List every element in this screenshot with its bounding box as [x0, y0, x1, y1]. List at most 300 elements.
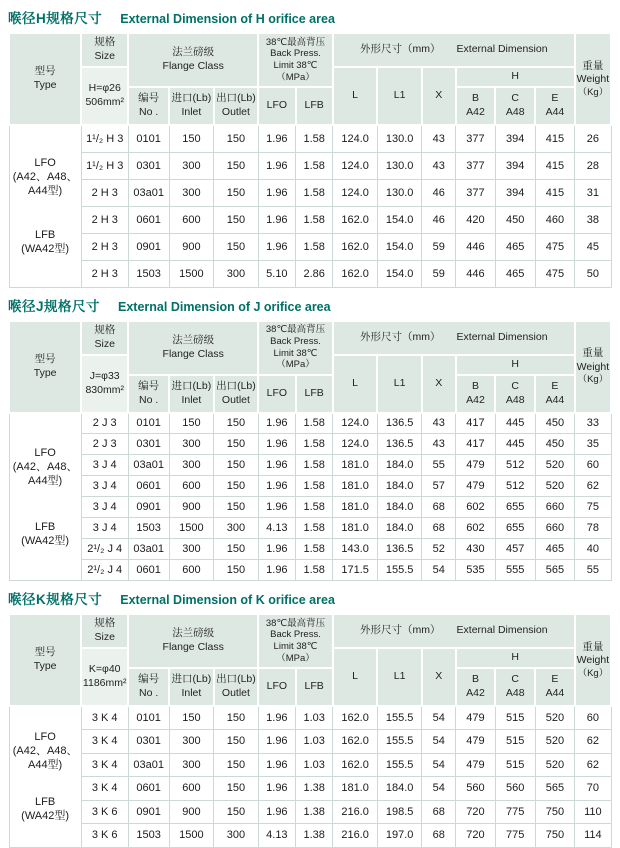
- data-cell: 300: [169, 434, 214, 455]
- table-title-english: External Dimension of K orifice area: [120, 593, 335, 607]
- col-header-e-a44-label: E: [551, 379, 559, 392]
- data-cell: 3 K 4: [81, 706, 128, 730]
- col-header-b-a42: [456, 375, 496, 413]
- data-cell: 150: [214, 206, 259, 233]
- data-cell: 560: [456, 777, 496, 801]
- data-cell: 0901: [128, 800, 169, 824]
- data-cell: 2 H 3: [81, 233, 128, 260]
- data-cell: 03a01: [128, 539, 169, 560]
- col-header-flange-class-label: Flange Class: [162, 347, 224, 360]
- type-group-line: A44型): [27, 759, 63, 772]
- col-header-c-a48-label: C: [511, 673, 519, 686]
- data-cell: 1.96: [258, 434, 295, 455]
- col-header-type-label: 型号: [34, 352, 56, 365]
- table-row: [9, 824, 611, 848]
- data-cell: 184.0: [377, 455, 422, 476]
- data-cell: 415: [535, 125, 575, 152]
- col-header-b-a42-label: A42: [466, 687, 485, 699]
- col-header-size-label: Size: [94, 631, 115, 643]
- col-header-inlet: [169, 87, 214, 125]
- col-header-back-pressure-label: （MPa）: [276, 359, 315, 371]
- data-cell: 750: [535, 824, 575, 848]
- table-section: [8, 295, 612, 582]
- col-header-h: [456, 648, 575, 668]
- col-header-lfo-label: LFO: [266, 386, 288, 399]
- data-cell: 415: [535, 179, 575, 206]
- col-header-back-pressure: [258, 321, 333, 375]
- data-cell: 184.0: [377, 777, 422, 801]
- data-cell: 775: [495, 824, 535, 848]
- col-header-c-a48-label: A48: [505, 393, 525, 406]
- data-cell: 3 K 4: [81, 730, 128, 754]
- col-header-size: [81, 33, 128, 67]
- col-header-x: [422, 67, 456, 125]
- data-cell: 216.0: [333, 824, 378, 848]
- data-cell: 68: [422, 824, 456, 848]
- data-cell: 184.0: [377, 518, 422, 539]
- data-cell: 0101: [128, 125, 169, 152]
- data-cell: 43: [422, 413, 456, 434]
- col-header-e-a44-label: A44: [545, 106, 565, 118]
- col-header-b-a42: [456, 87, 496, 125]
- col-header-outlet: [214, 87, 259, 125]
- table-row: [9, 497, 611, 518]
- data-cell: 535: [456, 560, 496, 581]
- data-cell: 184.0: [377, 476, 422, 497]
- data-cell: 1¹/₂ H 3: [81, 125, 128, 152]
- table-section: [8, 7, 612, 288]
- data-cell: 450: [495, 206, 535, 233]
- col-header-l-label: L: [352, 376, 359, 389]
- data-cell: 130.0: [377, 125, 422, 152]
- data-cell: 62: [575, 730, 611, 754]
- spec-table: [8, 320, 612, 582]
- data-cell: 1500: [169, 260, 214, 287]
- data-cell: 300: [169, 753, 214, 777]
- col-header-external-dimension: [333, 321, 575, 355]
- data-cell: 50: [575, 260, 611, 287]
- header-row-1: [9, 614, 611, 648]
- data-cell: 377: [456, 179, 496, 206]
- data-cell: 43: [422, 125, 456, 152]
- type-group-label: [21, 520, 69, 548]
- data-cell: 150: [214, 434, 259, 455]
- col-header-inlet-label: Inlet: [181, 393, 202, 406]
- col-header-no: [128, 375, 169, 413]
- table-row: [9, 800, 611, 824]
- col-header-l1-label: L1: [393, 89, 406, 102]
- external-dimension-row: [334, 331, 574, 345]
- data-cell: 900: [169, 233, 214, 260]
- data-cell: 2 H 3: [81, 179, 128, 206]
- col-header-type: [9, 321, 81, 413]
- data-cell: 0301: [128, 434, 169, 455]
- col-header-outlet-label: Outlet: [221, 393, 250, 406]
- data-cell: 900: [169, 497, 214, 518]
- col-header-back-pressure: [258, 614, 333, 668]
- col-header-type: [9, 33, 81, 125]
- data-cell: 1.96: [258, 476, 295, 497]
- col-header-lfb: [296, 375, 333, 413]
- col-header-e-a44-label: A44: [545, 687, 565, 699]
- col-header-no: [128, 668, 169, 706]
- data-cell: 70: [575, 777, 611, 801]
- data-cell: 1.58: [296, 497, 333, 518]
- data-cell: 150: [214, 560, 259, 581]
- data-cell: 300: [169, 730, 214, 754]
- data-cell: 1.58: [296, 476, 333, 497]
- col-header-size-label: Size: [94, 50, 115, 62]
- data-cell: 446: [456, 233, 496, 260]
- type-group-wrap: [10, 126, 81, 286]
- type-group-label: [13, 156, 78, 198]
- col-header-b-a42-label: A42: [466, 106, 485, 118]
- data-cell: 45: [575, 233, 611, 260]
- data-cell: 150: [214, 152, 259, 179]
- col-header-x: [422, 355, 456, 413]
- type-group-cell: [9, 125, 81, 287]
- col-header-weight-label: 重量: [582, 59, 604, 72]
- col-header-type: [9, 614, 81, 706]
- table-title-chinese: 喉径H规格尺寸: [8, 11, 103, 26]
- col-header-size-label: Size: [94, 337, 115, 350]
- data-cell: 394: [495, 179, 535, 206]
- data-cell: 1500: [169, 518, 214, 539]
- col-header-l-label: L: [352, 670, 359, 683]
- data-cell: 162.0: [333, 753, 378, 777]
- data-cell: 1¹/₂ H 3: [81, 152, 128, 179]
- data-cell: 1.03: [296, 753, 333, 777]
- data-cell: 162.0: [333, 730, 378, 754]
- data-cell: 55: [422, 455, 456, 476]
- data-cell: 1.38: [296, 777, 333, 801]
- col-header-weight-label: （Kg）: [577, 667, 609, 679]
- data-cell: 3 J 4: [81, 476, 128, 497]
- data-cell: 162.0: [333, 260, 378, 287]
- data-cell: 515: [495, 753, 535, 777]
- col-header-c-a48: [495, 87, 535, 125]
- data-cell: 124.0: [333, 413, 378, 434]
- data-cell: 300: [169, 152, 214, 179]
- data-cell: 1.58: [296, 206, 333, 233]
- col-header-l1-label: L1: [393, 376, 406, 389]
- type-group-line: (A42、A48、: [12, 745, 78, 758]
- data-cell: 1503: [128, 824, 169, 848]
- table-body: [9, 413, 611, 581]
- size-spec-cell: [81, 648, 128, 706]
- data-cell: 417: [456, 413, 496, 434]
- data-cell: 1.58: [296, 413, 333, 434]
- col-header-no-label: No .: [139, 393, 159, 406]
- data-cell: 68: [422, 800, 456, 824]
- data-cell: 2.86: [296, 260, 333, 287]
- header-row-1: [9, 33, 611, 67]
- data-cell: 124.0: [333, 434, 378, 455]
- data-cell: 54: [422, 706, 456, 730]
- data-cell: 55: [575, 560, 611, 581]
- col-header-e-a44: [535, 87, 575, 125]
- data-cell: 155.5: [377, 706, 422, 730]
- col-header-e-a44-label: A44: [545, 393, 565, 406]
- type-group-label: [21, 228, 69, 256]
- external-dimension-english: External Dimension: [456, 330, 548, 343]
- data-cell: 3 J 4: [81, 497, 128, 518]
- type-group-cell: [9, 413, 81, 581]
- col-header-h-label: H: [511, 357, 519, 370]
- data-cell: 162.0: [333, 233, 378, 260]
- data-cell: 124.0: [333, 152, 378, 179]
- data-cell: 136.5: [377, 434, 422, 455]
- col-header-l: [333, 355, 378, 413]
- data-cell: 3 J 4: [81, 518, 128, 539]
- data-cell: 114: [575, 824, 611, 848]
- table-row: [9, 476, 611, 497]
- col-header-back-pressure-label: 38℃最高背压: [265, 617, 326, 629]
- col-header-size-label: 规格: [94, 36, 116, 49]
- table-row: [9, 560, 611, 581]
- data-cell: 155.5: [377, 753, 422, 777]
- type-group-line: (WA42型): [21, 243, 70, 256]
- data-cell: 555: [495, 560, 535, 581]
- table-title: [8, 588, 612, 608]
- col-header-size-label: 规格: [94, 617, 116, 630]
- data-cell: 2 H 3: [81, 206, 128, 233]
- data-cell: 600: [169, 560, 214, 581]
- data-cell: 1.96: [258, 455, 295, 476]
- table-row: [9, 434, 611, 455]
- data-cell: 59: [422, 233, 456, 260]
- data-cell: 150: [214, 233, 259, 260]
- type-group-line: A44型): [27, 185, 63, 198]
- data-cell: 33: [575, 413, 611, 434]
- table-header: [9, 321, 611, 413]
- data-cell: 520: [535, 476, 575, 497]
- data-cell: 136.5: [377, 413, 422, 434]
- col-header-lfo: [258, 87, 295, 125]
- col-header-type-label: 型号: [34, 646, 56, 659]
- data-cell: 300: [214, 518, 259, 539]
- data-cell: 59: [422, 260, 456, 287]
- data-cell: 68: [422, 497, 456, 518]
- data-cell: 1.96: [258, 800, 295, 824]
- table-body: [9, 125, 611, 287]
- table-row: [9, 539, 611, 560]
- data-cell: 0901: [128, 497, 169, 518]
- type-group-line: (A42、A48、: [12, 460, 78, 473]
- table-row: [9, 706, 611, 730]
- col-header-weight-label: Weight: [576, 73, 610, 86]
- data-cell: 150: [214, 753, 259, 777]
- data-cell: 3 K 6: [81, 824, 128, 848]
- data-cell: 184.0: [377, 497, 422, 518]
- col-header-back-pressure-label: Back Press.: [270, 335, 321, 347]
- size-spec-cell-label: J=φ33: [89, 369, 120, 382]
- data-cell: 181.0: [333, 455, 378, 476]
- data-cell: 1.96: [258, 152, 295, 179]
- spec-table: [8, 613, 612, 848]
- table-title-chinese: 喉径J规格尺寸: [8, 298, 101, 314]
- col-header-back-pressure-label: 38℃最高背压: [265, 36, 326, 48]
- col-header-outlet-label: Outlet: [221, 106, 250, 118]
- size-spec-cell-label: 1186mm²: [82, 677, 127, 689]
- data-cell: 57: [422, 476, 456, 497]
- col-header-lfo: [258, 375, 295, 413]
- type-group-wrap: [10, 707, 81, 846]
- data-cell: 660: [535, 518, 575, 539]
- data-cell: 445: [495, 413, 535, 434]
- col-header-l-label: L: [352, 89, 359, 102]
- data-cell: 1.03: [296, 730, 333, 754]
- data-cell: 600: [169, 206, 214, 233]
- data-cell: 38: [575, 206, 611, 233]
- data-cell: 46: [422, 206, 456, 233]
- col-header-c-a48-label: C: [511, 379, 519, 392]
- col-header-no-label: 编号: [138, 92, 160, 105]
- col-header-h: [456, 355, 575, 375]
- data-cell: 124.0: [333, 179, 378, 206]
- data-cell: 475: [535, 260, 575, 287]
- data-cell: 155.5: [377, 560, 422, 581]
- data-cell: 1500: [169, 824, 214, 848]
- data-cell: 479: [456, 730, 496, 754]
- data-cell: 1.58: [296, 560, 333, 581]
- data-cell: 181.0: [333, 497, 378, 518]
- data-cell: 457: [495, 539, 535, 560]
- data-cell: 54: [422, 560, 456, 581]
- col-header-inlet-label: 进口(Lb): [171, 379, 212, 392]
- col-header-external-dimension: [333, 614, 575, 648]
- col-header-weight: [575, 614, 611, 706]
- type-group-label: [21, 795, 69, 823]
- data-cell: 154.0: [377, 260, 422, 287]
- data-cell: 465: [535, 539, 575, 560]
- col-header-back-pressure-label: 38℃最高背压: [265, 324, 326, 336]
- col-header-flange-class-label: Flange Class: [162, 60, 224, 72]
- col-header-size-label: 规格: [94, 323, 116, 336]
- data-cell: 150: [214, 125, 259, 152]
- data-cell: 520: [535, 753, 575, 777]
- data-cell: 394: [495, 152, 535, 179]
- col-header-flange-class: [128, 33, 258, 87]
- col-header-weight-label: （Kg）: [577, 374, 609, 386]
- size-spec-cell: [81, 355, 128, 413]
- data-cell: 300: [169, 455, 214, 476]
- data-cell: 143.0: [333, 539, 378, 560]
- col-header-flange-class-label: 法兰磅级: [172, 627, 215, 640]
- data-cell: 0301: [128, 730, 169, 754]
- data-cell: 377: [456, 152, 496, 179]
- col-header-flange-class-label: 法兰磅级: [172, 333, 215, 346]
- col-header-weight-label: （Kg）: [577, 86, 609, 98]
- data-cell: 565: [535, 560, 575, 581]
- data-cell: 62: [575, 476, 611, 497]
- table-row: [9, 179, 611, 206]
- data-cell: 720: [456, 824, 496, 848]
- col-header-size: [81, 614, 128, 648]
- data-cell: 1.58: [296, 434, 333, 455]
- data-cell: 4.13: [258, 824, 295, 848]
- col-header-l: [333, 67, 378, 125]
- data-cell: 150: [214, 706, 259, 730]
- data-cell: 0601: [128, 476, 169, 497]
- data-cell: 54: [422, 753, 456, 777]
- col-header-lfo-label: LFO: [266, 680, 288, 693]
- col-header-e-a44-label: E: [551, 92, 559, 105]
- data-cell: 2 J 3: [81, 413, 128, 434]
- data-cell: 162.0: [333, 706, 378, 730]
- data-cell: 1.58: [296, 152, 333, 179]
- col-header-inlet-label: Inlet: [181, 687, 202, 699]
- data-cell: 75: [575, 497, 611, 518]
- col-header-weight-label: 重量: [582, 347, 604, 360]
- table-title-english: External Dimension of J orifice area: [118, 299, 331, 314]
- data-cell: 1.96: [258, 560, 295, 581]
- col-header-back-pressure-label: Back Press.: [270, 629, 321, 641]
- data-cell: 0101: [128, 413, 169, 434]
- col-header-no-label: 编号: [138, 673, 160, 686]
- data-cell: 602: [456, 497, 496, 518]
- data-cell: 1.96: [258, 233, 295, 260]
- data-cell: 35: [575, 434, 611, 455]
- data-cell: 775: [495, 800, 535, 824]
- col-header-inlet-label: 进口(Lb): [171, 92, 212, 105]
- table-title: [8, 295, 612, 315]
- data-cell: 1.58: [296, 518, 333, 539]
- data-cell: 28: [575, 152, 611, 179]
- col-header-lfb: [296, 668, 333, 706]
- data-cell: 150: [214, 800, 259, 824]
- data-cell: 136.5: [377, 539, 422, 560]
- type-group-line: (A42、A48、: [12, 171, 78, 184]
- data-cell: 450: [535, 413, 575, 434]
- col-header-flange-class: [128, 321, 258, 375]
- col-header-back-pressure-label: （MPa）: [276, 652, 315, 664]
- data-cell: 3 K 4: [81, 753, 128, 777]
- col-header-lfb-label: LFB: [304, 386, 324, 399]
- type-group-line: LFB: [35, 796, 56, 809]
- table-row: [9, 777, 611, 801]
- data-cell: 03a01: [128, 753, 169, 777]
- data-cell: 2 J 3: [81, 434, 128, 455]
- type-group-cell: [9, 706, 81, 847]
- col-header-x-label: X: [435, 376, 443, 389]
- type-group-label: [13, 730, 78, 772]
- col-header-weight-label: Weight: [576, 360, 610, 373]
- col-header-outlet-label: 出口(Lb): [216, 379, 256, 392]
- col-header-c-a48-label: A48: [505, 687, 525, 699]
- table-title-english: External Dimension of H orifice area: [120, 12, 335, 26]
- type-group-line: LFO: [34, 731, 56, 744]
- col-header-outlet-label: 出口(Lb): [216, 92, 256, 105]
- data-cell: 1.96: [258, 179, 295, 206]
- data-cell: 520: [535, 730, 575, 754]
- data-cell: 0601: [128, 560, 169, 581]
- data-cell: 1.96: [258, 125, 295, 152]
- data-cell: 394: [495, 125, 535, 152]
- type-group-label: [13, 446, 78, 488]
- col-header-b-a42-label: A42: [466, 393, 485, 406]
- spec-table: [8, 32, 612, 288]
- table-row: [9, 753, 611, 777]
- data-cell: 300: [169, 179, 214, 206]
- data-cell: 150: [214, 476, 259, 497]
- table-header: [9, 33, 611, 125]
- col-header-e-a44: [535, 668, 575, 706]
- table-row: [9, 730, 611, 754]
- size-spec-cell-label: K=φ40: [88, 663, 121, 676]
- data-cell: 150: [214, 497, 259, 518]
- col-header-weight-label: Weight: [576, 654, 610, 667]
